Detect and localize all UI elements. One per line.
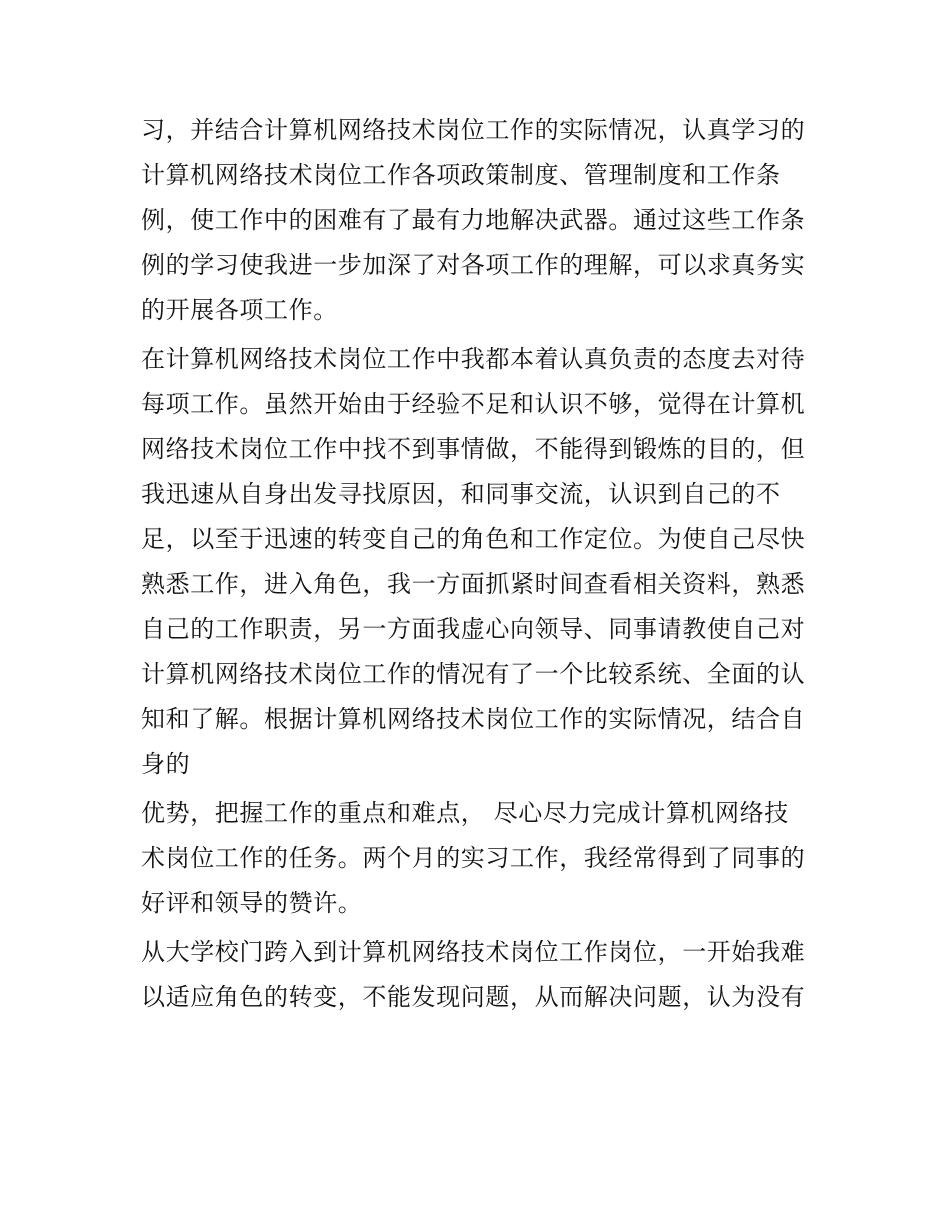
paragraph <box>141 930 821 1020</box>
text-line: 计算机网络技术岗位工作的情况有了一个比较系统、全面的认 <box>141 660 806 688</box>
paragraph <box>141 108 821 333</box>
text-line: 自己的工作职责，另一方面我虚心向领导、同事请教使自己对 <box>141 615 806 643</box>
document-body <box>141 108 821 1020</box>
text-line: 我迅速从自身出发寻找原因，和同事交流，认识到自己的不 <box>141 480 781 508</box>
text-line: 知和了解。根据计算机网络技术岗位工作的实际情况，结合自 <box>141 705 806 733</box>
paragraph <box>141 791 821 926</box>
text-line: 从大学校门跨入到计算机网络技术岗位工作岗位，一开始我难 <box>141 938 806 966</box>
text-line: 优势，把握工作的重点和难点， 尽心尽力完成计算机网络技 <box>141 799 789 827</box>
text-line: 例的学习使我进一步加深了对各项工作的理解，可以求真务实 <box>141 251 806 279</box>
text-line: 网络技术岗位工作中找不到事情做，不能得到锻炼的目的，但 <box>141 435 806 463</box>
text-line: 例，使工作中的困难有了最有力地解决武器。通过这些工作条 <box>141 206 806 234</box>
text-line: 以适应角色的转变，不能发现问题，从而解决问题，认为没有 <box>141 983 806 1011</box>
text-line: 足，以至于迅速的转变自己的角色和工作定位。为使自己尽快 <box>141 525 806 553</box>
text-line: 熟悉工作，进入角色，我一方面抓紧时间查看相关资料，熟悉 <box>141 570 806 598</box>
text-line: 好评和领导的赞许。 <box>141 889 363 917</box>
text-line: 身的 <box>141 750 191 778</box>
text-line: 计算机网络技术岗位工作各项政策制度、管理制度和工作条 <box>141 161 781 189</box>
text-line: 术岗位工作的任务。两个月的实习工作，我经常得到了同事的 <box>141 844 806 872</box>
text-line: 习，并结合计算机网络技术岗位工作的实际情况，认真学习的 <box>141 116 806 144</box>
text-line: 在计算机网络技术岗位工作中我都本着认真负责的态度去对待 <box>141 345 806 373</box>
text-line: 每项工作。虽然开始由于经验不足和认识不够，觉得在计算机 <box>141 390 806 418</box>
paragraph <box>141 337 821 787</box>
text-line: 的开展各项工作。 <box>141 296 338 324</box>
